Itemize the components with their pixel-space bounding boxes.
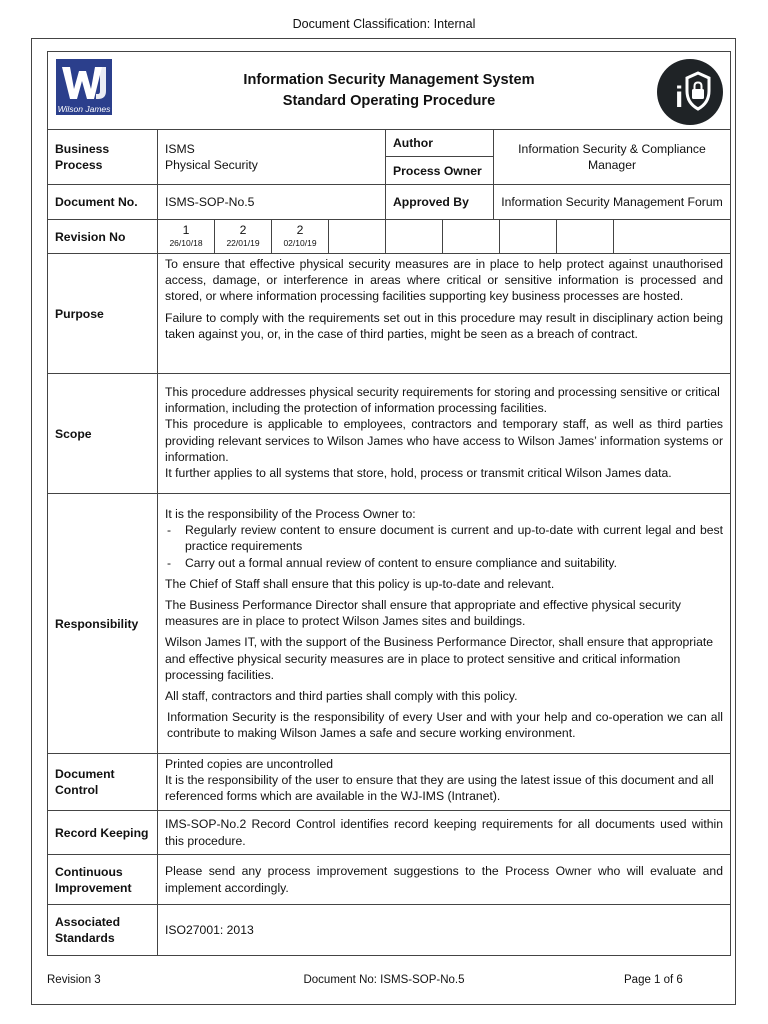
scope-content (158, 374, 730, 493)
list-item: - Carry out a formal annual review of content to ensure compliance and suitability. (165, 555, 723, 571)
revision-cell-empty (386, 220, 443, 253)
purpose-label: Purpose (48, 254, 158, 373)
revision-date: 22/01/19 (226, 237, 260, 248)
responsibility-paragraph: The Business Performance Director shall ensure that appropriate and effective physical security measures are in place to protect Wilson James sites and buildings. (165, 598, 681, 629)
business-process-value (158, 130, 386, 184)
associated-standards-content (158, 905, 730, 955)
associated-standards-label: Associated Standards (48, 905, 158, 955)
document-control-paragraph: It is the responsibility of the user to ensure that they are using the latest issue of this document and all referenced forms which are available in the WJ-IMS (Intranet). (165, 773, 714, 804)
revision-cell-empty (329, 220, 386, 253)
footer-document-no: Document No: ISMS-SOP-No.5 (303, 974, 465, 986)
scope-paragraph: It further applies to all systems that store, hold, process or transmit critical Wilson James data. (165, 466, 672, 481)
wilson-james-logo (54, 57, 114, 117)
continuous-improvement-label: Continuous Improvement (48, 855, 158, 904)
continuous-improvement-paragraph: Please send any process improvement suggestions to the Process Owner who will evaluate and implement accordingly. (165, 864, 723, 895)
revision-cell (158, 220, 215, 253)
purpose-row (48, 254, 730, 374)
document-control-content (158, 754, 730, 810)
info-security-lock-icon (656, 58, 724, 126)
revision-label: Revision No (48, 220, 158, 253)
document-title (138, 70, 640, 112)
revision-number: 2 (296, 222, 304, 237)
footer-page-number: Page 1 of 6 (624, 974, 683, 986)
title-line-1: Information Security Management System (243, 72, 535, 88)
document-no-row (48, 185, 730, 220)
svg-text:i: i (675, 81, 684, 114)
associated-standards-value: ISO27001: 2013 (165, 922, 254, 937)
responsibility-intro: It is the responsibility of the Process Owner to: (165, 507, 416, 521)
responsibility-paragraph: Information Security is the responsibility of every User and with your help and co-operation we can all contribute to making Wilson James a safe and secure working environment. (167, 710, 723, 741)
author-label: Author (386, 130, 493, 157)
revision-row (48, 220, 730, 254)
document-control-row (48, 754, 730, 811)
business-process-row (48, 130, 730, 185)
scope-paragraph: This procedure is applicable to employees, contractors and temporary staff, as well as third parties providing relevant services to Wilson James who have access to Wilson James’ information systems or information. (165, 417, 723, 464)
business-process-line-2: Physical Security (165, 158, 258, 172)
responsibility-row (48, 494, 730, 754)
continuous-improvement-content (158, 855, 730, 904)
revision-cell (272, 220, 329, 253)
revision-cell (215, 220, 272, 253)
author-owner-labels (386, 130, 494, 184)
title-line-2: Standard Operating Procedure (282, 93, 496, 109)
record-keeping-row (48, 811, 730, 855)
document-control-label: Document Control (48, 754, 158, 810)
record-keeping-paragraph: IMS-SOP-No.2 Record Control identifies record keeping requirements for all documents used within this procedure. (165, 817, 723, 848)
list-item: - Regularly review content to ensure document is current and up-to-date with current legal and best practice requirements (165, 522, 723, 554)
responsibility-paragraph: Wilson James IT, with the support of the Business Performance Director, shall ensure that appropriate and effective physical security measures are in place to protect sensitive and critical information processing facilities. (165, 635, 714, 682)
continuous-improvement-row (48, 855, 730, 905)
business-process-label: Business Process (48, 130, 158, 184)
scope-label: Scope (48, 374, 158, 493)
revision-date: 26/10/18 (169, 237, 203, 248)
process-owner-label: Process Owner (393, 163, 482, 178)
approved-by-value: Information Security Management Forum (501, 194, 723, 209)
document-control-paragraph: Printed copies are uncontrolled (165, 757, 334, 771)
business-process-line-1: ISMS (165, 142, 195, 156)
scope-row (48, 374, 730, 494)
purpose-paragraph: To ensure that effective physical security measures are in place to help protect against unauthorised access, damage, or interference in areas where critical or sensitive information is processed and stored, or where information processing facilities supporting key business processes are hosted. (165, 257, 723, 304)
revision-cell-empty (557, 220, 614, 253)
record-keeping-content (158, 811, 730, 854)
purpose-content (158, 254, 730, 373)
responsibility-label: Responsibility (48, 494, 158, 753)
footer-revision: Revision 3 (47, 974, 101, 986)
wilson-james-logo-graphic (54, 57, 114, 117)
document-no-value: ISMS-SOP-No.5 (158, 185, 386, 219)
document-no-label: Document No. (48, 185, 158, 219)
revision-cell-empty (614, 220, 730, 253)
svg-text:Wilson James: Wilson James (57, 104, 111, 114)
scope-paragraph: This procedure addresses physical security requirements for storing and processing sensitive or critical information, including the protection of information processing facilities. (165, 385, 720, 416)
revision-cell-empty (443, 220, 500, 253)
sop-table (47, 51, 731, 956)
revision-number: 1 (182, 222, 190, 237)
purpose-paragraph: Failure to comply with the requirements set out in this procedure may result in disciplinary action being taken against you, or, in the case of third parties, might be seen as a breach of contract. (165, 310, 723, 341)
revision-date: 02/10/19 (283, 237, 317, 248)
revision-cell-empty (500, 220, 557, 253)
responsibility-paragraph: All staff, contractors and third parties shall comply with this policy. (165, 689, 518, 704)
responsibility-paragraph: The Chief of Staff shall ensure that this policy is up-to-date and relevant. (165, 576, 555, 591)
responsibility-list (165, 522, 723, 571)
approved-by-label: Approved By (386, 185, 494, 219)
responsibility-content (158, 494, 730, 753)
record-keeping-label: Record Keeping (48, 811, 158, 854)
document-header (48, 52, 730, 130)
revision-number: 2 (239, 222, 247, 237)
owner-value: Information Security & Compliance Manager (518, 142, 706, 172)
document-classification: Document Classification: Internal (292, 17, 476, 31)
associated-standards-row (48, 905, 730, 955)
